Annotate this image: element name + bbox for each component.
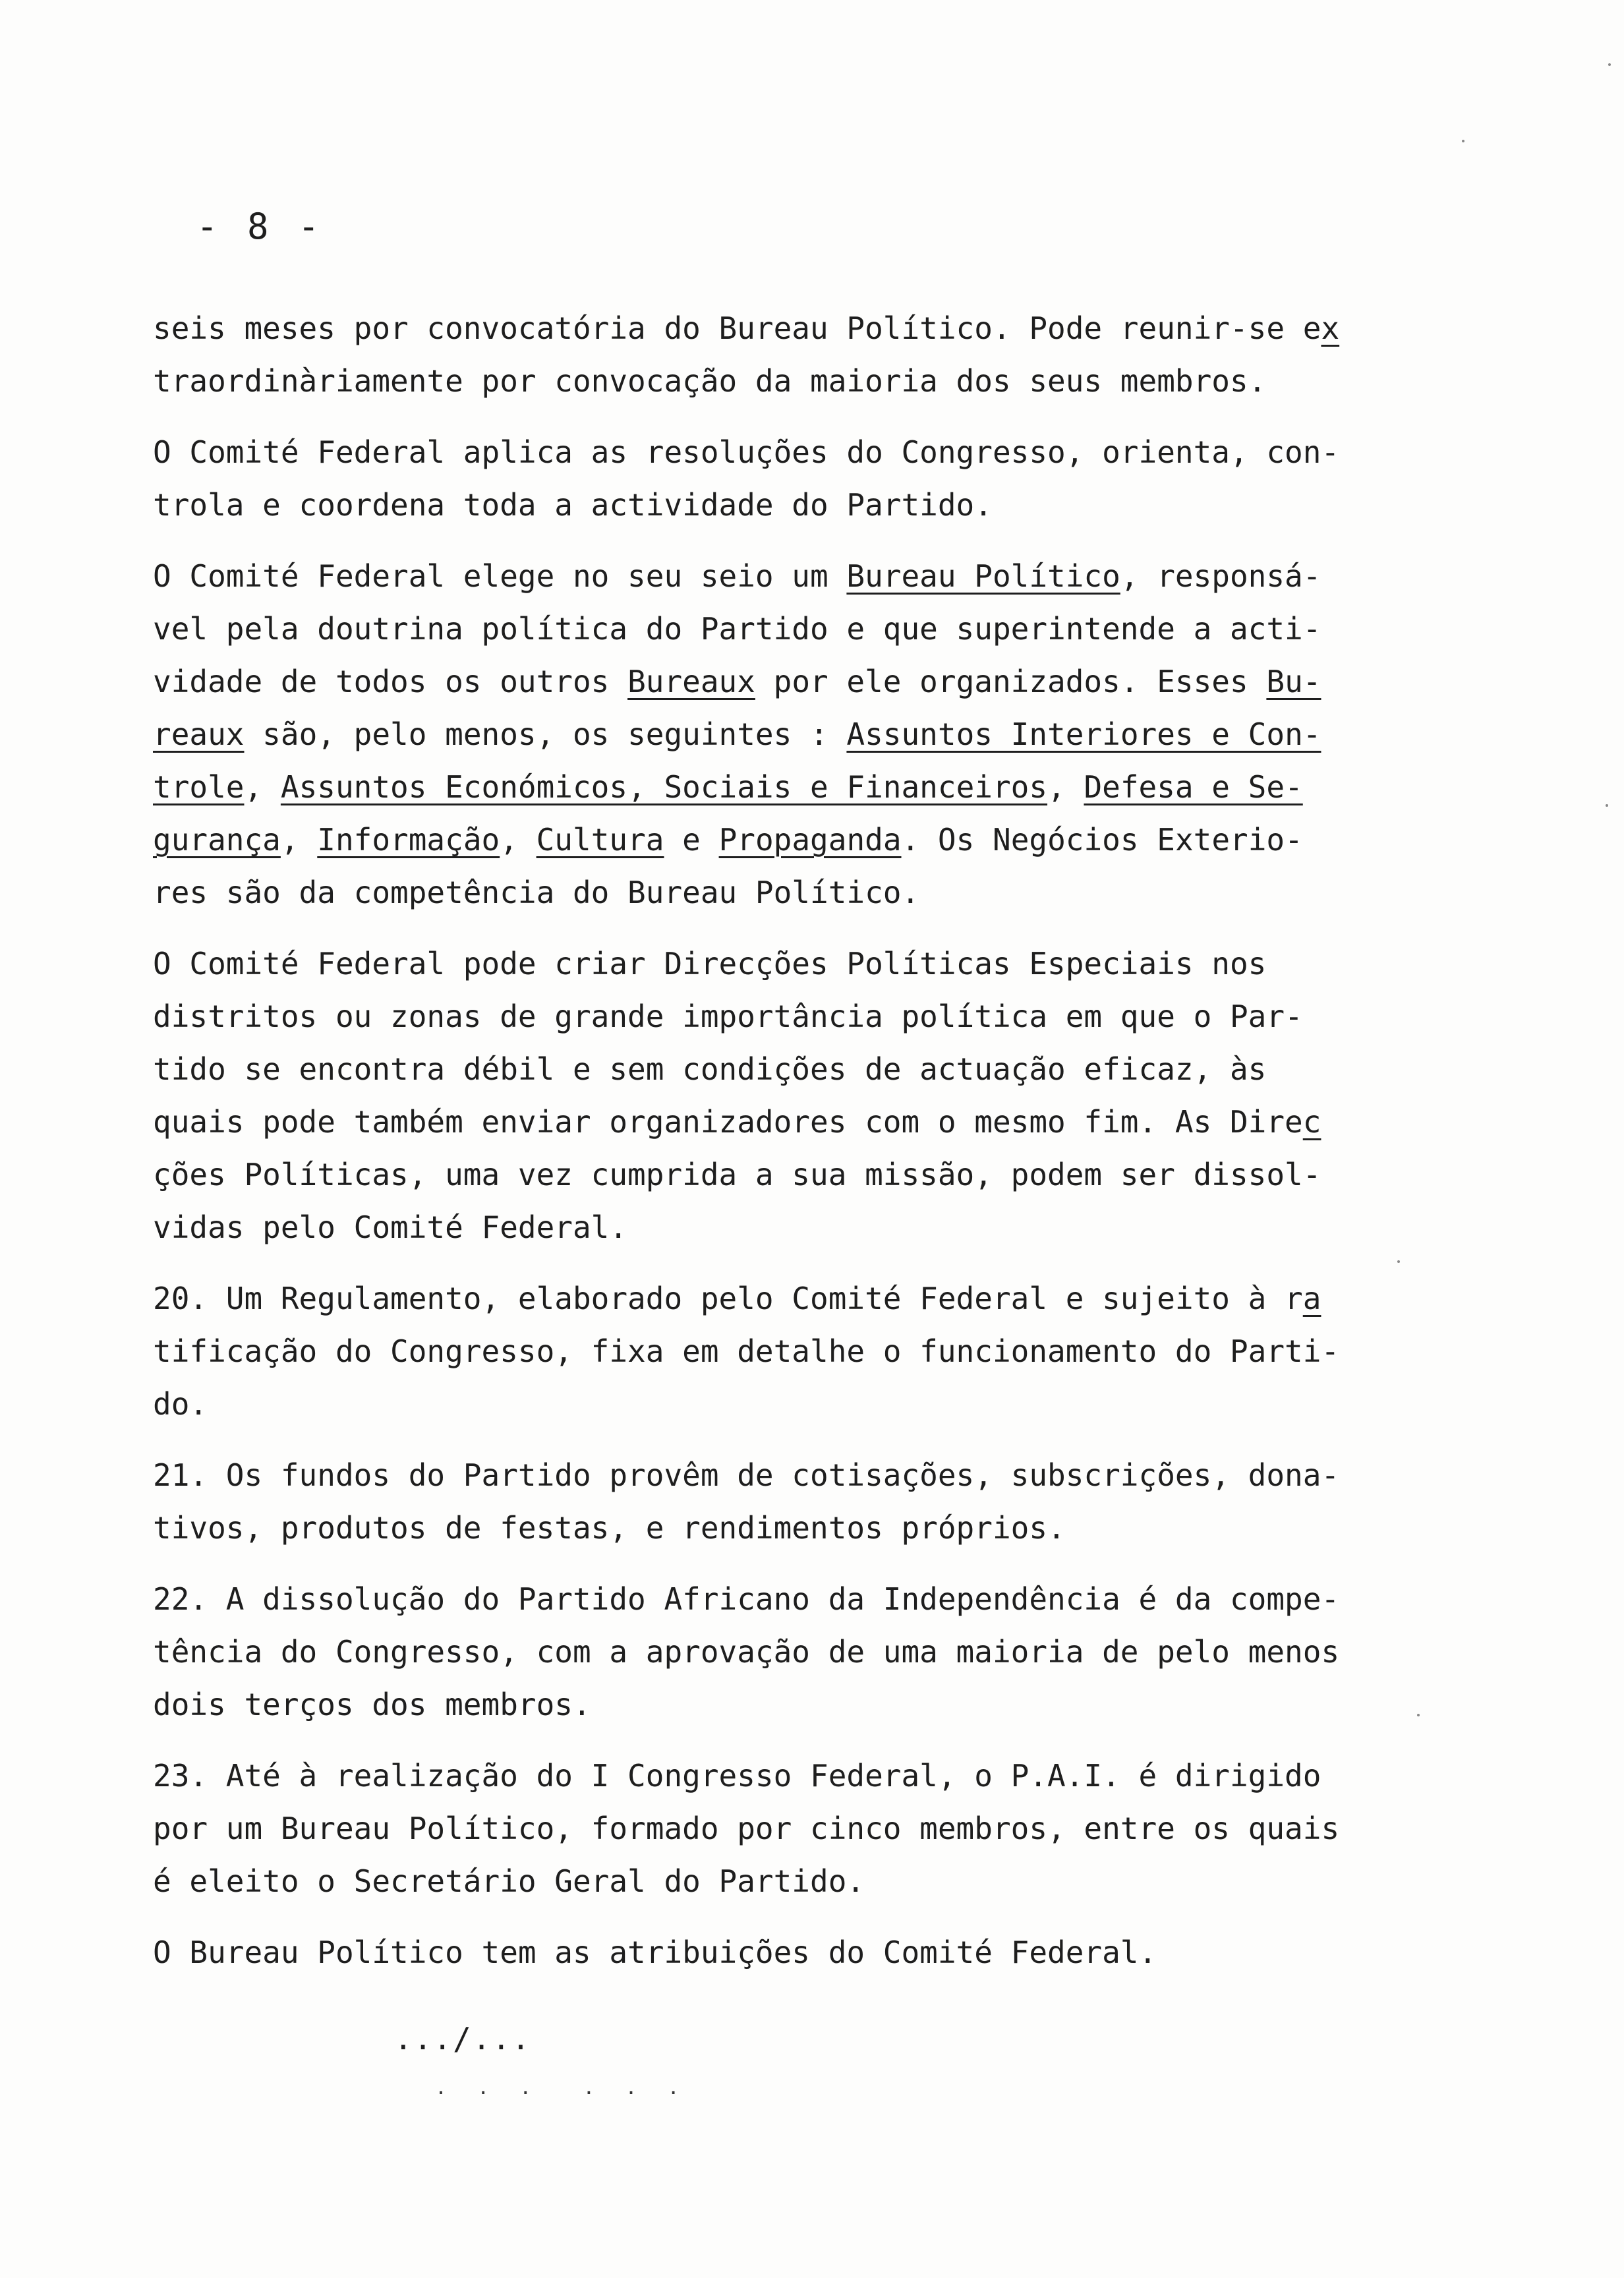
scan-speck xyxy=(1606,804,1608,807)
underlined-text: gurança xyxy=(153,822,281,858)
text-line xyxy=(153,1325,1458,1378)
text-line xyxy=(153,1926,1458,1979)
text-line xyxy=(153,990,1458,1043)
continuation-mark: .../... xyxy=(394,2021,531,2057)
text-line xyxy=(153,1148,1458,1201)
text-segment: quais pode também enviar organizadores com o mesmo fim. As Dire xyxy=(153,1104,1303,1140)
text-line xyxy=(153,655,1458,708)
text-segment: tivos, produtos de festas, e rendimentos próprios. xyxy=(153,1510,1066,1546)
text-line xyxy=(153,550,1458,602)
text-line xyxy=(153,1272,1458,1325)
scan-speck xyxy=(1397,1260,1400,1263)
text-segment: 23. Até à realização do I Congresso Federal, o P.A.I. é dirigido xyxy=(153,1758,1321,1794)
underlined-text: reaux xyxy=(153,716,245,752)
text-segment: do. xyxy=(153,1386,208,1422)
underlined-text: Assuntos Económicos, Sociais e Financeiros xyxy=(280,769,1048,805)
underlined-text: Bu- xyxy=(1266,664,1321,699)
text-line xyxy=(153,937,1458,990)
text-segment: ções Políticas, uma vez cumprida a sua missão, podem ser dissol- xyxy=(153,1157,1321,1192)
paragraph xyxy=(153,1926,1458,1979)
text-line xyxy=(153,1678,1458,1731)
underlined-text: Propaganda xyxy=(718,822,902,858)
scan-speck xyxy=(1462,140,1464,142)
text-segment: seis meses por convocatória do Bureau Político. Pode reunir-se e xyxy=(153,310,1321,346)
text-segment: 21. Os fundos do Partido provêm de cotisações, subscrições, dona- xyxy=(153,1457,1340,1493)
text-segment: vidas pelo Comité Federal. xyxy=(153,1210,628,1245)
text-line xyxy=(153,1201,1458,1254)
text-segment: vidade de todos os outros xyxy=(153,664,628,699)
paragraph xyxy=(153,937,1458,1254)
text-line xyxy=(153,761,1458,813)
text-segment: e xyxy=(664,822,719,858)
text-segment: vel pela doutrina política do Partido e que superintende a acti- xyxy=(153,611,1321,647)
underlined-text: Assuntos Interiores e Con- xyxy=(846,716,1321,752)
text-segment: O Bureau Político tem as atribuições do Comité Federal. xyxy=(153,1935,1157,1970)
text-segment: por ele organizados. Esses xyxy=(755,664,1267,699)
text-segment: , xyxy=(280,822,318,858)
underlined-text: Informação xyxy=(317,822,500,858)
underlined-text: Defesa e Se- xyxy=(1084,769,1303,805)
paragraph xyxy=(153,1749,1458,1908)
text-line xyxy=(153,1573,1458,1625)
text-segment: são, pelo menos, os seguintes : xyxy=(244,716,847,752)
text-segment: tência do Congresso, com a aprovação de uma maioria de pelo menos xyxy=(153,1634,1340,1670)
text-line xyxy=(153,479,1458,531)
text-segment: 20. Um Regulamento, elaborado pelo Comité Federal e sujeito à r xyxy=(153,1281,1303,1316)
text-line xyxy=(153,355,1458,407)
text-segment: distritos ou zonas de grande importância política em que o Par- xyxy=(153,999,1303,1034)
text-segment: é eleito o Secretário Geral do Partido. xyxy=(153,1863,865,1899)
scan-speck xyxy=(1417,1714,1420,1716)
text-segment: tificação do Congresso, fixa em detalhe o funcionamento do Parti- xyxy=(153,1333,1340,1369)
text-segment: . Os Negócios Exterio- xyxy=(901,822,1303,858)
text-segment: , xyxy=(1047,769,1084,805)
text-segment: traordinàriamente por convocação da maioria dos seus membros. xyxy=(153,363,1267,399)
underlined-text: Bureaux xyxy=(627,664,755,699)
text-segment: O Comité Federal elege no seu seio um xyxy=(153,558,847,594)
text-line xyxy=(153,813,1458,866)
text-line xyxy=(153,1749,1458,1802)
text-line xyxy=(153,1502,1458,1554)
underlined-text: Bureau Político xyxy=(846,558,1120,594)
page-number: - 8 - xyxy=(196,206,324,247)
underlined-text: x xyxy=(1321,310,1340,346)
underlined-text: trole xyxy=(153,769,245,805)
paragraph xyxy=(153,302,1458,407)
text-segment: tido se encontra débil e sem condições de actuação eficaz, às xyxy=(153,1051,1267,1087)
text-segment: , xyxy=(244,769,281,805)
paragraph xyxy=(153,1449,1458,1554)
paragraph xyxy=(153,1573,1458,1731)
text-segment: por um Bureau Político, formado por cinco membros, entre os quais xyxy=(153,1811,1340,1846)
text-line xyxy=(153,1625,1458,1678)
text-line xyxy=(153,602,1458,655)
text-line xyxy=(153,1855,1458,1908)
text-segment: O Comité Federal pode criar Direcções Políticas Especiais nos xyxy=(153,946,1267,981)
underlined-text: Cultura xyxy=(536,822,664,858)
document-body xyxy=(153,302,1458,1997)
paragraph xyxy=(153,426,1458,531)
text-segment: dois terços dos membros. xyxy=(153,1687,591,1722)
text-line xyxy=(153,1802,1458,1855)
trailing-dots: . . . . . . xyxy=(435,2076,689,2099)
text-line xyxy=(153,1095,1458,1148)
underlined-text: c xyxy=(1302,1104,1321,1140)
text-segment: , responsá- xyxy=(1120,558,1321,594)
text-line xyxy=(153,1378,1458,1430)
text-line xyxy=(153,1043,1458,1095)
paragraph xyxy=(153,550,1458,919)
text-line xyxy=(153,866,1458,919)
text-line xyxy=(153,426,1458,479)
scan-speck xyxy=(1608,63,1611,66)
underlined-text: a xyxy=(1302,1281,1321,1316)
text-line xyxy=(153,302,1458,355)
text-segment: 22. A dissolução do Partido Africano da Independência é da compe- xyxy=(153,1581,1340,1617)
text-segment: , xyxy=(500,822,536,858)
paragraph xyxy=(153,1272,1458,1430)
text-segment: res são da competência do Bureau Político. xyxy=(153,875,920,910)
text-segment: O Comité Federal aplica as resoluções do Congresso, orienta, con- xyxy=(153,434,1340,470)
text-segment: trola e coordena toda a actividade do Partido. xyxy=(153,487,993,523)
text-line xyxy=(153,708,1458,761)
text-line xyxy=(153,1449,1458,1502)
